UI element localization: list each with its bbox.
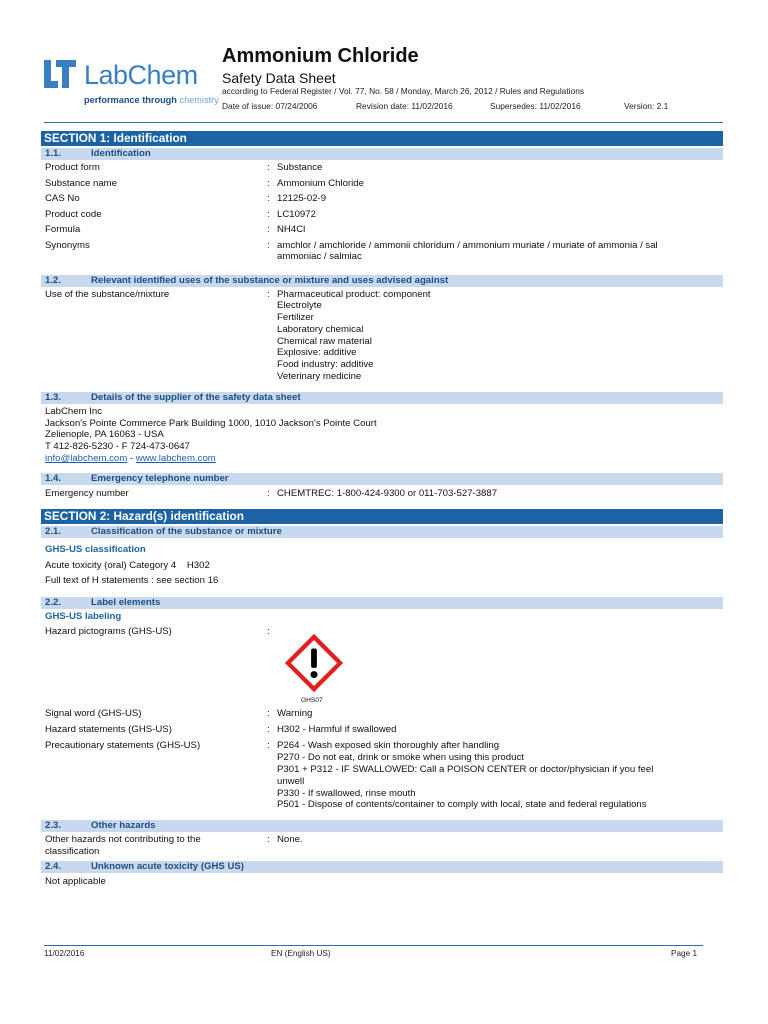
identification-rows bbox=[41, 162, 723, 270]
document-body bbox=[41, 131, 723, 887]
substance-name-row: Substance name : Ammonium Chloride bbox=[45, 177, 364, 189]
labchem-logo bbox=[44, 57, 224, 107]
brand-tagline: performance through chemistry bbox=[84, 95, 219, 105]
section-2-header: SECTION 2: Hazard(s) identification bbox=[41, 509, 723, 524]
unknown-toxicity-value: Not applicable bbox=[45, 875, 106, 887]
precautionary-statements-row: Precautionary statements (GHS-US) : P264 - Wash exposed skin thoroughly after handling P270 - Do not eat, drink or smoke when using this product P301 + P312 - IF SWALLOWED: Call a POISON CENTER or doctor/physician if you feel unwell P330 - If swallowed, rinse mouth P501 - Dispose of contents/container to comply with local, state and federal regulations bbox=[41, 740, 723, 811]
acute-toxicity-line: Acute toxicity (oral) Category 4 H302 bbox=[45, 560, 210, 572]
list-item: P264 - Wash exposed skin thoroughly after handling bbox=[277, 740, 500, 752]
subsection-2-4-header: 2.4. Unknown acute toxicity (GHS US) bbox=[41, 861, 723, 873]
page-footer bbox=[44, 949, 703, 961]
supplier-email-link[interactable]: info@labchem.com bbox=[45, 453, 128, 465]
emergency-number-row: Emergency number : CHEMTREC: 1-800-424-9300 or 011-703-527-3887 bbox=[45, 487, 498, 499]
list-item: Pharmaceutical product: component bbox=[277, 288, 431, 300]
subsection-1-1-header: 1.1. Identification bbox=[41, 148, 723, 160]
ghs-classification-heading: GHS-US classification bbox=[45, 544, 146, 556]
cas-no-row: CAS No : 12125-02-9 bbox=[45, 193, 327, 204]
document-header bbox=[0, 0, 768, 125]
subsection-1-2-header: 1.2. Relevant identified uses of the substance or mixture and uses advised against bbox=[41, 275, 723, 287]
footer-date: 11/02/2016 bbox=[44, 949, 85, 958]
list-item: Chemical raw material bbox=[277, 335, 372, 347]
list-item: Food industry: additive bbox=[277, 359, 374, 371]
subsection-2-3-header: 2.3. Other hazards bbox=[41, 820, 723, 832]
revision-info bbox=[222, 101, 706, 113]
footer-divider bbox=[44, 945, 703, 946]
subsection-1-4-header: 1.4. Emergency telephone number bbox=[41, 473, 723, 485]
uses-row: Use of the substance/mixture : Pharmaceutical product: component Electrolyte Fertilizer Laboratory chemical Chemical raw material Explosive: additive Food industry: additive Veterinary medicine bbox=[41, 289, 723, 383]
list-item: P330 - If swallowed, rinse mouth bbox=[277, 787, 416, 799]
list-item: P270 - Do not eat, drink or smoke when using this product bbox=[277, 752, 524, 764]
version: Version: 2.1 bbox=[624, 101, 669, 111]
pictogram-code: GHS07 bbox=[301, 696, 323, 704]
synonyms-row: Synonyms : amchlor / amchloride / ammonii chloridum / ammonium muriate / muriate of ammonia / sal ammoniac / salmiac bbox=[45, 239, 658, 263]
product-code-row: Product code : LC10972 bbox=[45, 208, 316, 220]
header-divider bbox=[44, 122, 723, 123]
list-item: Fertilizer bbox=[277, 312, 314, 324]
ghs-labeling-heading: GHS-US labeling bbox=[45, 611, 122, 623]
ghs07-exclamation-icon bbox=[285, 634, 343, 692]
link-separator: - bbox=[127, 453, 136, 465]
supplier-website-link[interactable]: www.labchem.com bbox=[135, 453, 216, 465]
document-subtitle: Safety Data Sheet bbox=[222, 70, 336, 86]
other-hazards-row: Other hazards not contributing to the classification : None. bbox=[45, 834, 303, 857]
supplier-details bbox=[41, 406, 723, 465]
product-form-row: Product form : Substance bbox=[45, 162, 323, 173]
supplier-company: LabChem Inc bbox=[45, 405, 103, 417]
list-item: P301 + P312 - IF SWALLOWED: Call a POISON CENTER or doctor/physician if you feel bbox=[277, 763, 654, 775]
precautions-list bbox=[277, 740, 723, 811]
footer-page-number: Page 1 bbox=[671, 949, 697, 958]
document-title: Ammonium Chloride bbox=[222, 45, 419, 67]
revision-date: Revision date: 11/02/2016 bbox=[356, 101, 453, 111]
hazard-statements-row: Hazard statements (GHS-US) : H302 - Harmful if swallowed bbox=[45, 724, 397, 736]
section-1-header: SECTION 1: Identification bbox=[41, 131, 723, 146]
list-item: unwell bbox=[277, 775, 305, 787]
subsection-1-3-header: 1.3. Details of the supplier of the safety data sheet bbox=[41, 392, 723, 404]
supersedes: Supersedes: 11/02/2016 bbox=[490, 101, 581, 111]
h-statements-note: Full text of H statements : see section 16 bbox=[45, 575, 219, 587]
signal-word-row: Signal word (GHS-US) : Warning bbox=[45, 708, 313, 720]
footer-language: EN (English US) bbox=[271, 949, 331, 958]
labchem-logo-mark bbox=[44, 60, 76, 88]
supplier-phone: T 412-826-5230 - F 724-473-0647 bbox=[45, 441, 190, 453]
pictograms-row: Hazard pictograms (GHS-US) : GHS07 bbox=[41, 626, 723, 708]
subsection-2-2-header: 2.2. Label elements bbox=[41, 597, 723, 609]
federal-register-note: according to Federal Register / Vol. 77, No. 58 / Monday, March 26, 2012 / Rules and Regulations bbox=[222, 86, 585, 96]
uses-list bbox=[277, 289, 723, 383]
supplier-address-line2: Zelienople, PA 16063 - USA bbox=[45, 429, 164, 441]
subsection-2-1-header: 2.1. Classification of the substance or mixture bbox=[41, 526, 723, 538]
list-item: Electrolyte bbox=[277, 300, 322, 312]
list-item: Veterinary medicine bbox=[277, 371, 362, 383]
date-of-issue: Date of issue: 07/24/2006 bbox=[222, 101, 318, 111]
formula-row: Formula : NH4Cl bbox=[45, 224, 306, 235]
list-item: Laboratory chemical bbox=[277, 323, 364, 335]
supplier-address-line1: Jackson's Pointe Commerce Park Building 1000, 1010 Jackson's Pointe Court bbox=[45, 417, 377, 429]
list-item: Explosive: additive bbox=[277, 347, 357, 359]
brand-name: LabChem bbox=[84, 60, 198, 90]
list-item: P501 - Dispose of contents/container to comply with local, state and federal regulations bbox=[277, 799, 647, 811]
